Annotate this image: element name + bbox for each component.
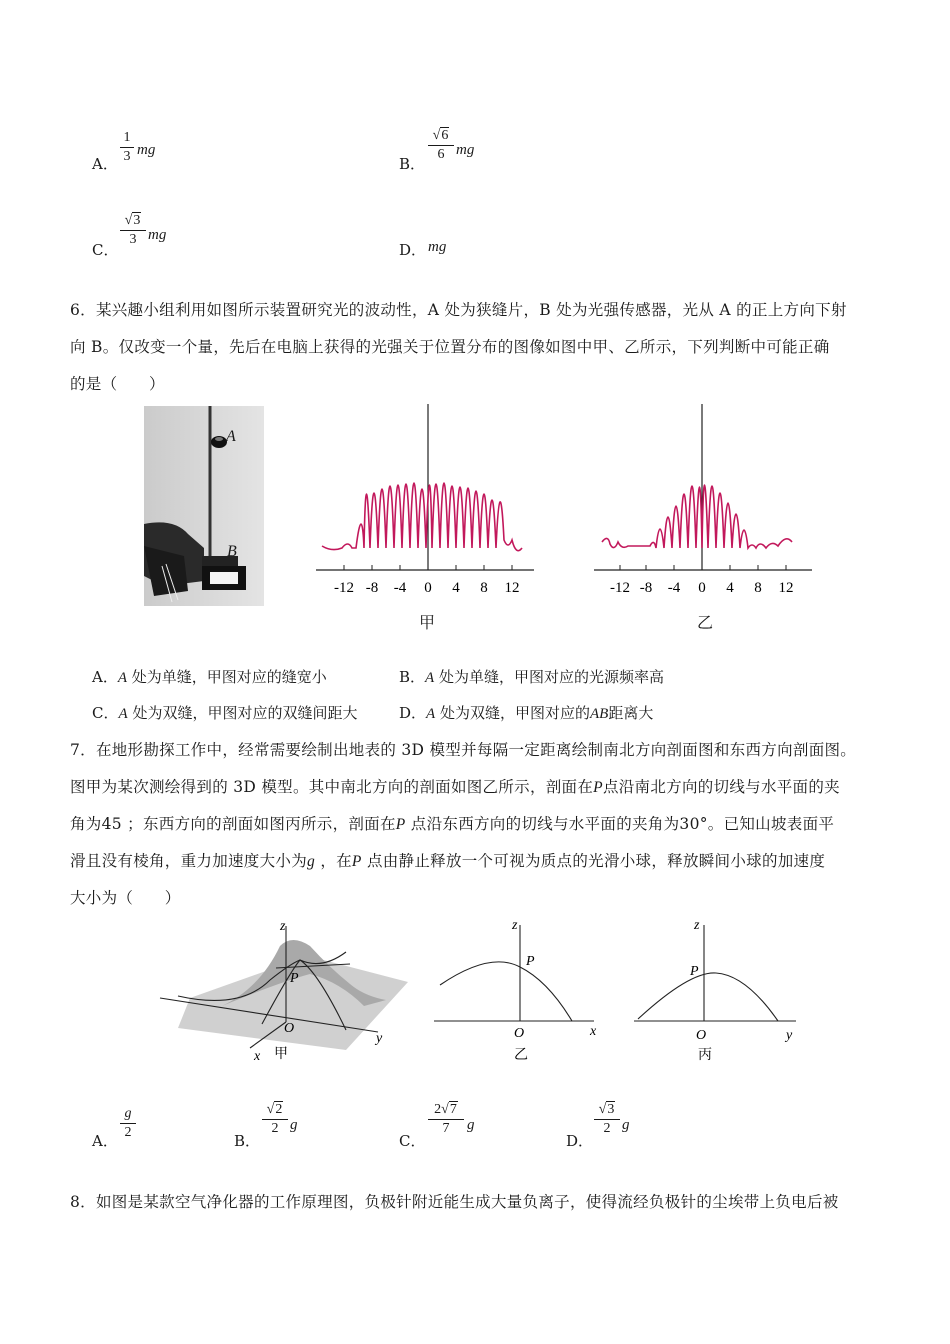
q7-option-c-tail: g bbox=[467, 1117, 475, 1133]
tick-label: -12 bbox=[334, 580, 354, 596]
q5-option-d-text: mg bbox=[428, 239, 447, 255]
q5-option-b-label: B． bbox=[399, 155, 426, 173]
q6-chart-yi-caption: 乙 bbox=[697, 613, 714, 632]
q5-option-a-fraction: 1 3 bbox=[120, 130, 134, 165]
q5-option-d-label: D． bbox=[399, 241, 427, 259]
tick-label: 12 bbox=[504, 580, 520, 596]
q6-photo-label-a: A bbox=[226, 428, 236, 445]
q7-figure-bing bbox=[630, 915, 806, 1061]
q5-option-a-tail: mg bbox=[137, 142, 156, 158]
q7-option-a-fraction: g 2 bbox=[120, 1106, 136, 1141]
point-p-label: P bbox=[290, 971, 299, 986]
tick-label: 0 bbox=[424, 580, 432, 596]
q7-figure-jia-3d-model bbox=[150, 912, 415, 1062]
tick-label: 4 bbox=[452, 580, 460, 596]
q6-stem-line-2: 向 B。仅改变一个量，先后在电脑上获得的光强关于位置分布的图像如图中甲、乙所示，下列判断中可能正确 bbox=[70, 338, 830, 356]
q6-option-a: A．A 处为单缝，甲图对应的缝宽小 bbox=[92, 668, 327, 686]
tick-label: -8 bbox=[365, 580, 379, 596]
q5-option-c-tail: mg bbox=[148, 227, 167, 243]
axis-z-label: z bbox=[694, 918, 700, 933]
axis-z-label: z bbox=[280, 919, 286, 934]
point-p-label: P bbox=[526, 954, 535, 969]
figure-caption-jia: 甲 bbox=[274, 1047, 288, 1062]
q7-option-d-fraction: √3 2 bbox=[594, 1102, 620, 1137]
tick-label: 4 bbox=[726, 580, 734, 596]
q7-stem-line-3: 角为45 ；东西方向的剖面如图丙所示，剖面在P 点沿东西方向的切线与水平面的夹角为30°。已知山坡表面平 bbox=[70, 815, 835, 833]
point-p-label: P bbox=[690, 964, 699, 979]
q6-option-c: C．A 处为双缝，甲图对应的双缝间距大 bbox=[92, 704, 358, 722]
q6-apparatus-photo bbox=[144, 406, 264, 606]
tick-label: -12 bbox=[610, 580, 630, 596]
q6-stem-line-3: 的是（ ） bbox=[70, 375, 165, 393]
tick-label: 12 bbox=[778, 580, 794, 596]
figure-caption-bing: 丙 bbox=[698, 1048, 712, 1061]
q5-option-a-label: A． bbox=[92, 155, 118, 173]
q7-figure-yi bbox=[430, 915, 602, 1061]
q7-option-b-tail: g bbox=[290, 1117, 298, 1133]
tick-label: 8 bbox=[480, 580, 488, 596]
axis-x-label: x bbox=[590, 1024, 597, 1039]
tick-label: -8 bbox=[639, 580, 653, 596]
q7-option-c-label: C． bbox=[399, 1132, 426, 1150]
q7-option-a-label: A． bbox=[92, 1132, 118, 1150]
axis-z-label: z bbox=[512, 918, 518, 933]
tick-label: 0 bbox=[698, 580, 706, 596]
q6-stem-line-1: 6．某兴趣小组利用如图所示装置研究光的波动性，A 处为狭缝片，B 处为光强传感器，光从 A 的正上方向下射 bbox=[70, 301, 847, 319]
q5-option-b-fraction: √6 6 bbox=[428, 128, 454, 163]
q7-option-b-label: B． bbox=[234, 1132, 261, 1150]
q7-stem-line-2: 图甲为某次测绘得到的 3D 模型。其中南北方向的剖面如图乙所示，剖面在P点沿南北方向的切线与水平面的夹 bbox=[70, 778, 840, 796]
q6-chart-yi bbox=[590, 400, 820, 602]
q7-option-c-fraction: 2√7 7 bbox=[428, 1102, 464, 1137]
q5-option-b-tail: mg bbox=[456, 142, 475, 158]
q5-option-c-label: C． bbox=[92, 241, 119, 259]
origin-label: O bbox=[284, 1021, 295, 1036]
q6-option-b: B．A 处为单缝，甲图对应的光源频率高 bbox=[399, 668, 664, 686]
x-ticks bbox=[620, 565, 786, 570]
tick-label: -4 bbox=[393, 580, 407, 596]
origin-label: O bbox=[696, 1028, 707, 1043]
q7-stem-line-5: 大小为（ ） bbox=[70, 889, 181, 907]
profile-curve bbox=[440, 962, 572, 1021]
intensity-curve-jia bbox=[322, 483, 522, 551]
q7-option-d-tail: g bbox=[622, 1117, 630, 1133]
q6-chart-jia bbox=[312, 400, 542, 602]
q7-option-b-fraction: √2 2 bbox=[262, 1102, 288, 1137]
q5-option-c-fraction: √3 3 bbox=[120, 213, 146, 248]
q6-option-d: D．A 处为双缝，甲图对应的AB距离大 bbox=[399, 704, 654, 722]
figure-caption-yi: 乙 bbox=[514, 1048, 528, 1061]
q6-chart-jia-caption: 甲 bbox=[419, 613, 436, 632]
q6-photo-label-b: B bbox=[227, 543, 237, 560]
q7-stem-line-1: 7．在地形勘探工作中，经常需要绘制出地表的 3D 模型并每隔一定距离绘制南北方向剖面图和东西方向剖面图。 bbox=[70, 741, 857, 759]
axis-x-label: x bbox=[254, 1049, 261, 1062]
q8-stem-line-1: 8．如图是某款空气净化器的工作原理图，负极针附近能生成大量负离子，使得流经负极针的尘埃带上负电后被 bbox=[70, 1193, 839, 1211]
q7-option-d-label: D． bbox=[566, 1132, 594, 1150]
intensity-curve-yi bbox=[602, 485, 792, 548]
origin-label: O bbox=[514, 1026, 525, 1041]
profile-curve bbox=[638, 973, 778, 1021]
tick-label: -4 bbox=[667, 580, 681, 596]
axis-y-label: y bbox=[376, 1031, 383, 1046]
q7-stem-line-4: 滑且没有棱角，重力加速度大小为g ，在P 点由静止释放一个可视为质点的光滑小球，释放瞬间小球的加速度 bbox=[70, 852, 826, 870]
axis-y-label: y bbox=[786, 1028, 793, 1043]
tick-label: 8 bbox=[754, 580, 762, 596]
